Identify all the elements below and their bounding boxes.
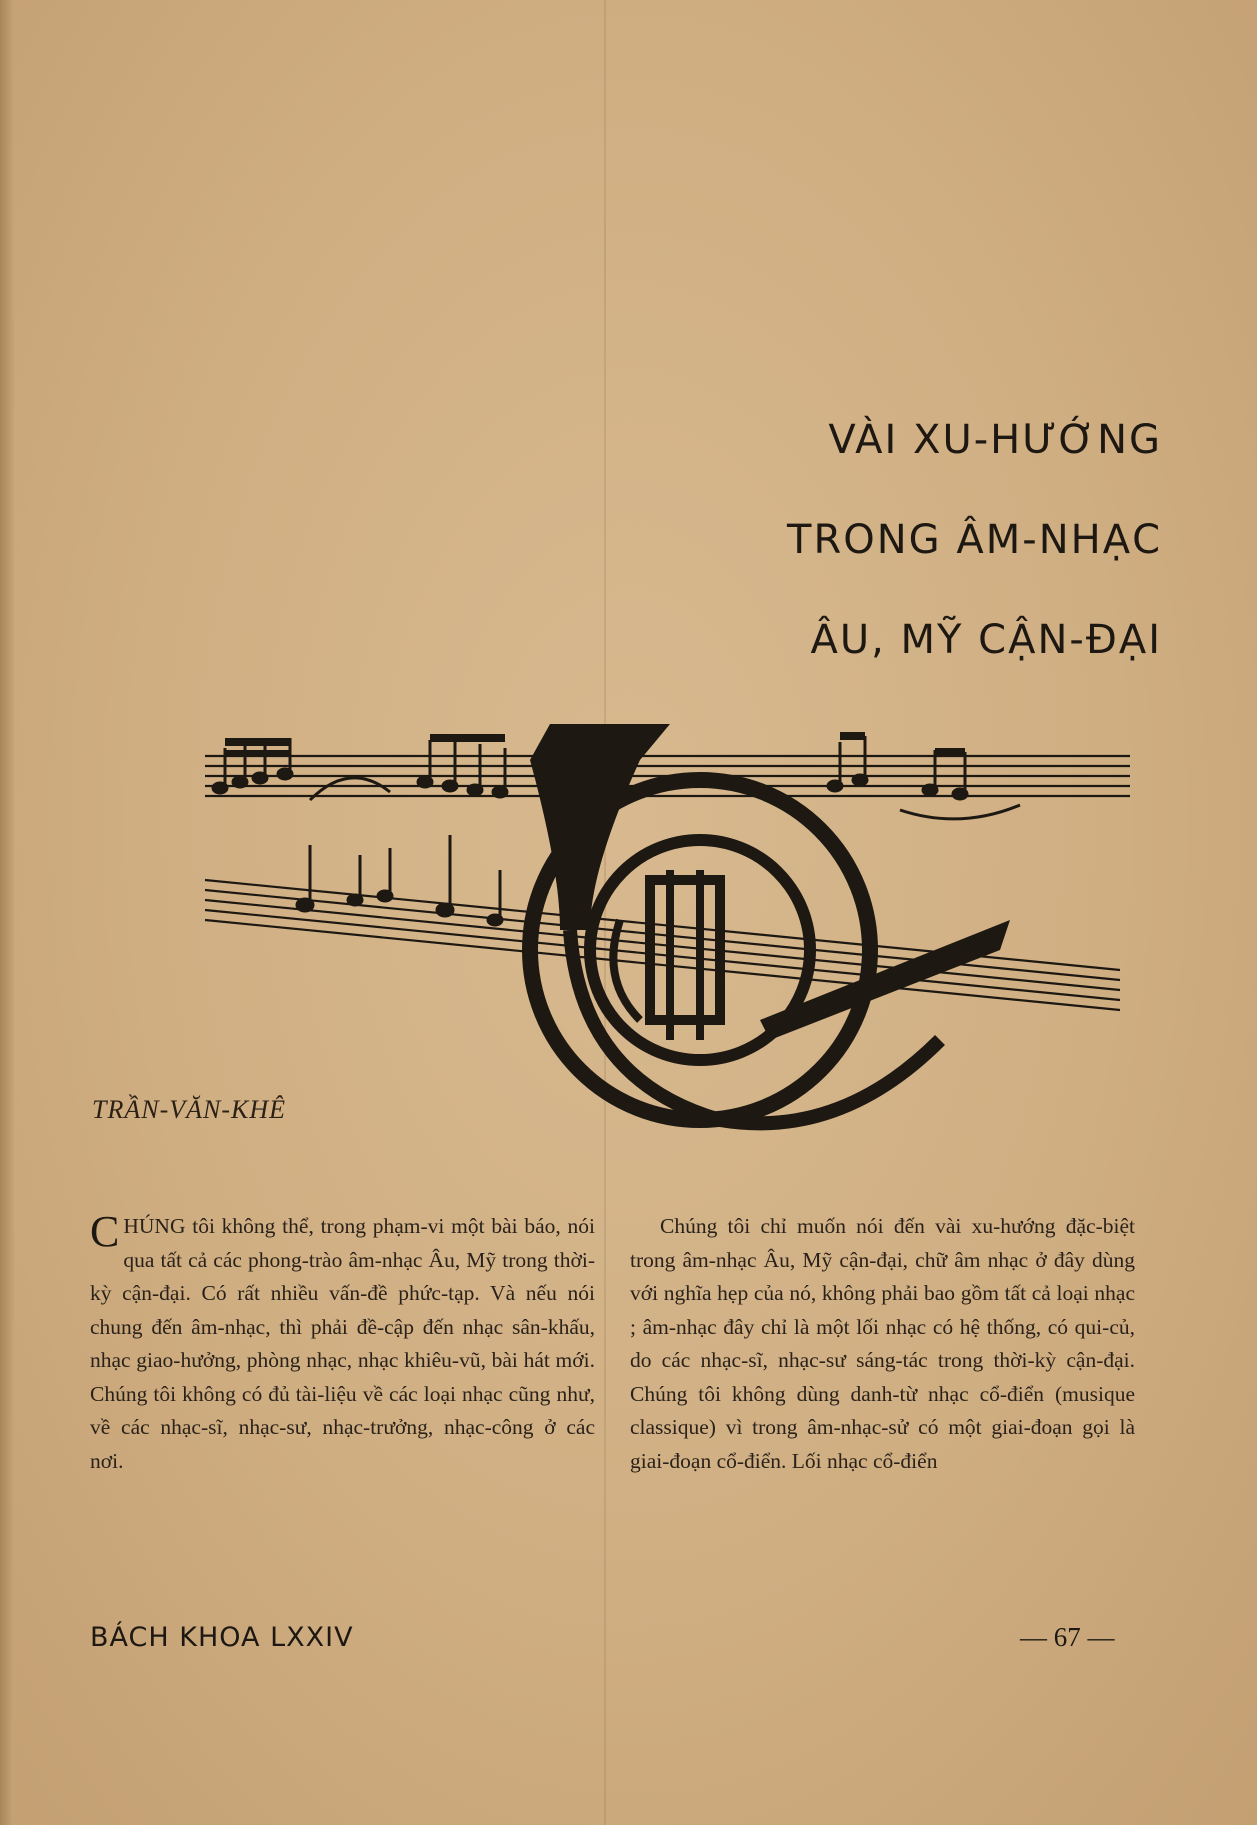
paragraph: Chúng tôi chỉ muốn nói đến vài xu-hướng đặc-biệt trong âm-nhạc Âu, Mỹ cận-đại, chữ âm nhạc ở đây dùng với nghĩa hẹp của nó, không phải bao gồm tất cả loại nhạc ; âm-nhạc đây chỉ là một lối nhạc có hệ thống, có qui-củ, do các nhạc-sĩ, nhạc-sư sáng-tác trong thời-kỳ cận-đại. Chúng tôi không dùng danh-từ nhạc cổ-điển (musique classique) vì trong âm-nhạc-sử có một giai-đoạn gọi là giai-đoạn cổ-điển. Lối nhạc cổ-điển [630, 1214, 1135, 1473]
paragraph [90, 1207, 595, 1478]
drop-cap: C [90, 1207, 120, 1256]
french-horn-icon [530, 724, 1010, 1123]
title-line-3: ÂU, MỸ CẬN-ĐẠI [810, 617, 1162, 663]
publication-name: BÁCH KHOA LXXIV [90, 1622, 354, 1653]
page-number: — 67 — [1020, 1622, 1115, 1652]
music-illustration [200, 720, 1130, 1140]
paragraph-text: HÚNG tôi không thể, trong phạm-vi một bài báo, nói qua tất cả các phong-trào âm-nhạc Âu, Mỹ trong thời-kỳ cận-đại. Có rất nhiều vấn-đề phức-tạp. Và nếu nói chung đến âm-nhạc, thì phải đề-cập đến nhạc sân-khấu, nhạc giao-hưởng, phòng nhạc, nhạc khiêu-vũ, bài hát mới. Chúng tôi không có đủ tài-liệu về các loại nhạc cũng như, về các nhạc-sĩ, nhạc-sư, nhạc-trưởng, nhạc-công ở các nơi. [90, 1214, 595, 1473]
title-line-2: TRONG ÂM-NHẠC [787, 517, 1162, 563]
article-title [712, 390, 1162, 690]
author-byline: TRẦN-VĂN-KHÊ [92, 1095, 286, 1124]
article-column-right [630, 1210, 1135, 1478]
page-edge [0, 0, 14, 1825]
article-column-left [90, 1207, 595, 1478]
title-line-1: VÀI XU-HƯỚNG [828, 417, 1162, 463]
